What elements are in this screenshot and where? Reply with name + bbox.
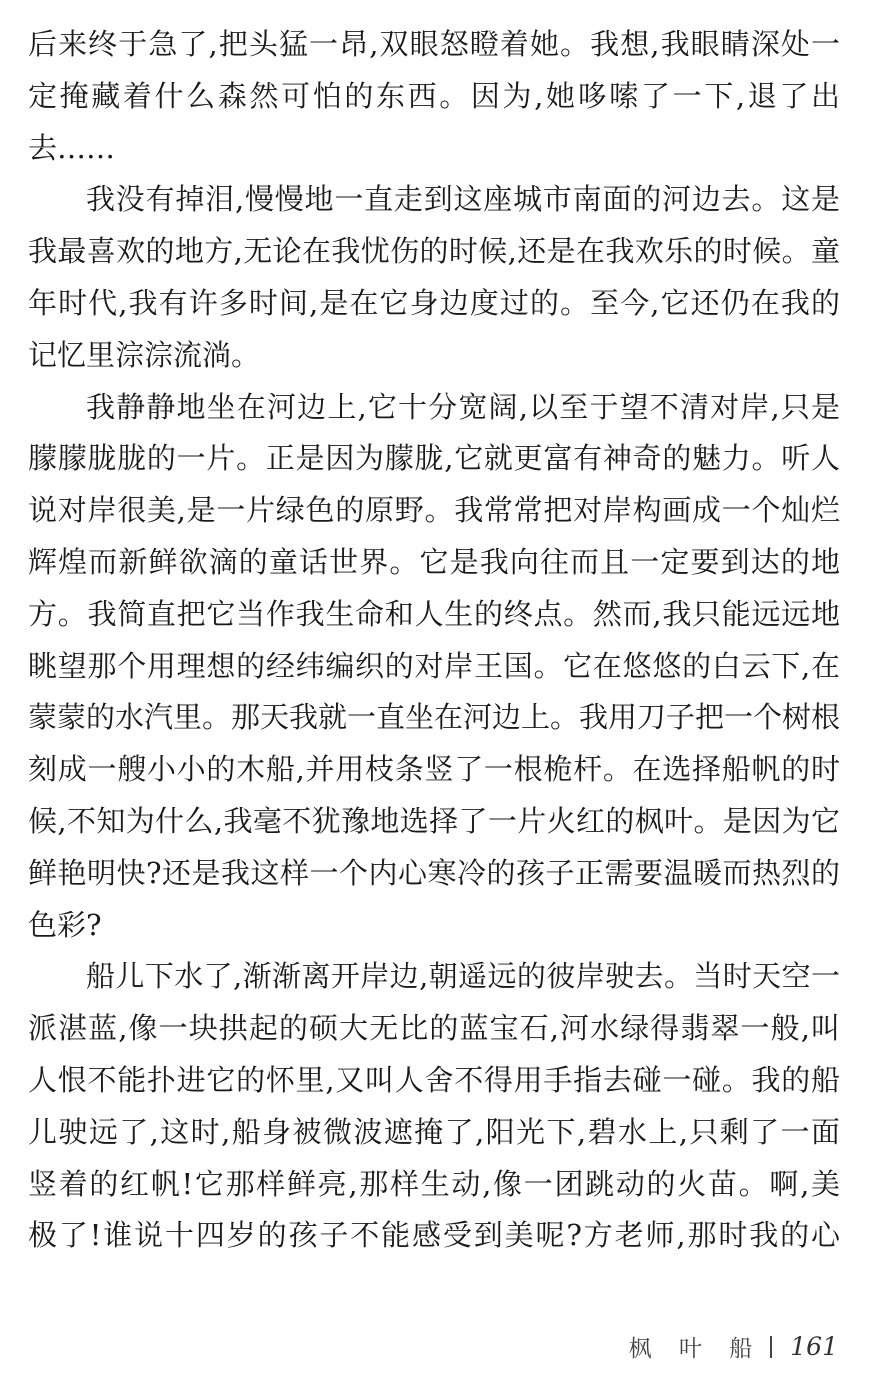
text-line: 蒙蒙的水汽里。那天我就一直坐在河边上。我用刀子把一个树根 (28, 700, 841, 735)
text-line: 方。我简直把它当作我生命和人生的终点。然而,我只能远远地 (28, 596, 840, 631)
text-line: 色彩? (28, 907, 102, 942)
text-line: 鲜艳明快?还是我这样一个内心寒冷的孩子正需要温暖而热烈的 (28, 855, 840, 890)
text-line: 眺望那个用理想的经纬编织的对岸王国。它在悠悠的白云下,在 (28, 648, 840, 683)
text-line: 辉煌而新鲜欲滴的童话世界。它是我向往而且一定要到达的地 (28, 544, 840, 579)
text-line: 说对岸很美,是一片绿色的原野。我常常把对岸构画成一个灿烂 (28, 493, 840, 528)
text-line: 我最喜欢的地方,无论在我忧伤的时候,还是在我欢乐的时候。童 (28, 234, 840, 269)
text-line: 派湛蓝,像一块拱起的硕大无比的蓝宝石,河水绿得翡翠一般,叫 (28, 1011, 840, 1046)
text-line: 后来终于急了,把头猛一昂,双眼怒瞪着她。我想,我眼睛深处一 (28, 27, 840, 61)
text-line: 记忆里淙淙流淌。 (28, 337, 261, 372)
text-line: 定掩藏着什么森然可怕的东西。因为,她哆嗦了一下,退了出 (28, 78, 840, 113)
footer-divider (770, 1336, 772, 1358)
text-line: 候,不知为什么,我毫不犹豫地选择了一片火红的枫叶。是因为它 (28, 803, 840, 838)
text-line: 去…… (28, 130, 116, 165)
page-number: 161 (790, 1332, 838, 1361)
body-text (28, 19, 840, 1262)
text-line: 极了!谁说十四岁的孩子不能感受到美呢?方老师,那时我的心 (28, 1218, 840, 1253)
text-line: 儿驶远了,这时,船身被微波遮掩了,阳光下,碧水上,只剩了一面 (28, 1114, 840, 1149)
text-line: 竖着的红帆!它那样鲜亮,那样生动,像一团跳动的火苗。啊,美 (28, 1166, 840, 1201)
text-line: 刻成一艘小小的木船,并用枝条竖了一根桅杆。在选择船帆的时 (28, 752, 840, 787)
text-line: 朦朦胧胧的一片。正是因为朦胧,它就更富有神奇的魅力。听人 (28, 441, 840, 476)
text-line: 我静静地坐在河边上,它十分宽阔,以至于望不清对岸,只是 (86, 389, 840, 424)
text-line: 我没有掉泪,慢慢地一直走到这座城市南面的河边去。这是 (86, 182, 840, 217)
running-title: 枫 叶 船 (628, 1336, 763, 1362)
text-line: 船儿下水了,渐渐离开岸边,朝遥远的彼岸驶去。当时天空一 (86, 959, 840, 994)
text-line: 人恨不能扑进它的怀里,又叫人舍不得用手指去碰一碰。我的船 (28, 1062, 840, 1097)
text-line: 年时代,我有许多时间,是在它身边度过的。至今,它还仍在我的 (28, 285, 840, 320)
page-footer (629, 1330, 838, 1363)
